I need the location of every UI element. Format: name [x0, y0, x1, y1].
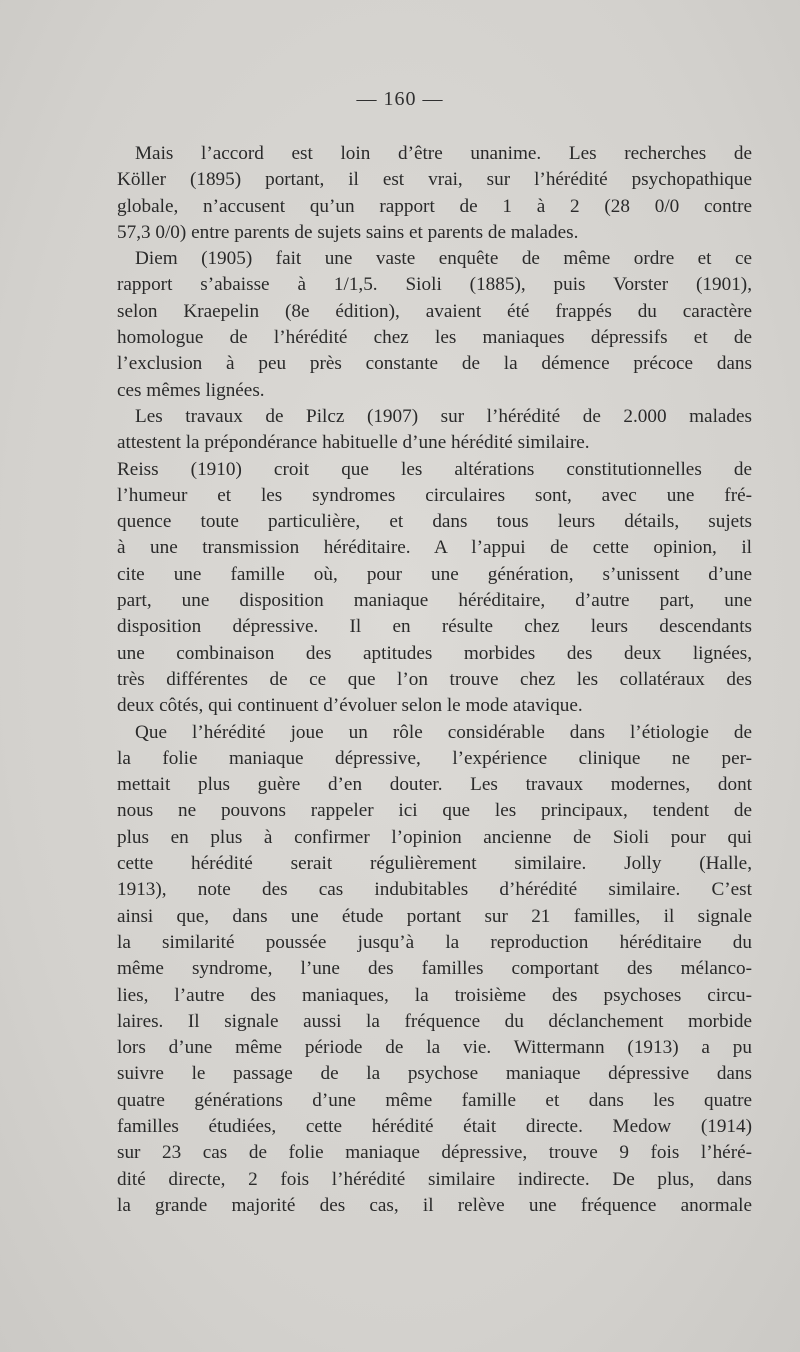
text-line: Que l’hérédité joue un rôle considérable dans l’étiologie de — [135, 721, 752, 743]
text-line: ces mêmes lignées. — [117, 379, 265, 401]
text-line: même syndrome, l’une des familles comportant des mélanco- — [117, 958, 752, 980]
text-line: Diem (1905) fait une vaste enquête de même ordre et ce — [135, 248, 752, 270]
text-line: à une transmission héréditaire. A l’appui de cette opinion, il — [117, 537, 752, 559]
text-line: selon Kraepelin (8e édition), avaient été frappés du caractère — [117, 300, 752, 322]
text-line: l’humeur et les syndromes circulaires sont, avec une fré- — [117, 484, 752, 506]
text-line: lies, l’autre des maniaques, la troisième des psychoses circu- — [117, 984, 752, 1006]
text-line: la folie maniaque dépressive, l’expérience clinique ne per- — [117, 747, 752, 769]
text-line: plus en plus à confirmer l’opinion ancienne de Sioli pour qui — [117, 826, 752, 848]
text-line: l’exclusion à peu près constante de la démence précoce dans — [117, 353, 752, 375]
text-line: la similarité poussée jusqu’à la reproduction héréditaire du — [117, 931, 752, 953]
text-line: une combinaison des aptitudes morbides des deux lignées, — [117, 642, 752, 664]
text-line: suivre le passage de la psychose maniaque dépressive dans — [117, 1063, 752, 1085]
text-line: lors d’une même période de la vie. Wittermann (1913) a pu — [117, 1037, 752, 1059]
text-line: Les travaux de Pilcz (1907) sur l’hérédité de 2.000 malades — [135, 405, 752, 427]
text-line: très différentes de ce que l’on trouve chez les collatéraux des — [117, 668, 752, 690]
text-line: deux côtés, qui continuent d’évoluer selon le mode atavique. — [117, 695, 583, 717]
text-line: Mais l’accord est loin d’être unanime. Les recherches de — [135, 143, 752, 164]
text-line: 57,3 0/0) entre parents de sujets sains et parents de malades. — [117, 221, 579, 243]
text-line: rapport s’abaisse à 1/1,5. Sioli (1885), puis Vorster (1901), — [117, 274, 752, 296]
text-line: 1913), note des cas indubitables d’hérédité similaire. C’est — [117, 879, 752, 901]
text-line: disposition dépressive. Il en résulte chez leurs descendants — [117, 616, 752, 638]
text-line: Köller (1895) portant, il est vrai, sur l’hérédité psychopathique — [117, 169, 752, 191]
text-line: sur 23 cas de folie maniaque dépressive, trouve 9 fois l’héré- — [117, 1142, 752, 1164]
text-line: familles étudiées, cette hérédité était directe. Medow (1914) — [117, 1115, 752, 1137]
text-line: mettait plus guère d’en douter. Les travaux modernes, dont — [117, 774, 752, 796]
text-line: cette hérédité serait régulièrement similaire. Jolly (Halle, — [117, 853, 752, 875]
text-line: ainsi que, dans une étude portant sur 21 familles, il signale — [117, 905, 752, 927]
text-line: cite une famille où, pour une génération, s’unissent d’une — [117, 563, 752, 585]
body-text — [117, 141, 752, 1219]
text-line: part, une disposition maniaque héréditaire, d’autre part, une — [117, 590, 752, 612]
page-number: — 160 — — [356, 88, 444, 110]
text-line: quence toute particulière, et dans tous leurs détails, sujets — [117, 511, 752, 533]
text-line: Reiss (1910) croit que les altérations constitutionnelles de — [117, 458, 752, 480]
text-line: homologue de l’hérédité chez les maniaques dépressifs et de — [117, 327, 752, 349]
text-line: laires. Il signale aussi la fréquence du déclanchement morbide — [117, 1010, 752, 1032]
text-line: attestent la prépondérance habituelle d’une hérédité similaire. — [117, 432, 590, 454]
text-line: quatre générations d’une même famille et dans les quatre — [117, 1089, 752, 1111]
text-line: la grande majorité des cas, il relève une fréquence anormale — [117, 1194, 752, 1216]
text-line: dité directe, 2 fois l’hérédité similaire indirecte. De plus, dans — [117, 1168, 752, 1190]
text-line: nous ne pouvons rappeler ici que les principaux, tendent de — [117, 800, 752, 822]
text-line: globale, n’accusent qu’un rapport de 1 à 2 (28 0/0 contre — [117, 195, 752, 217]
